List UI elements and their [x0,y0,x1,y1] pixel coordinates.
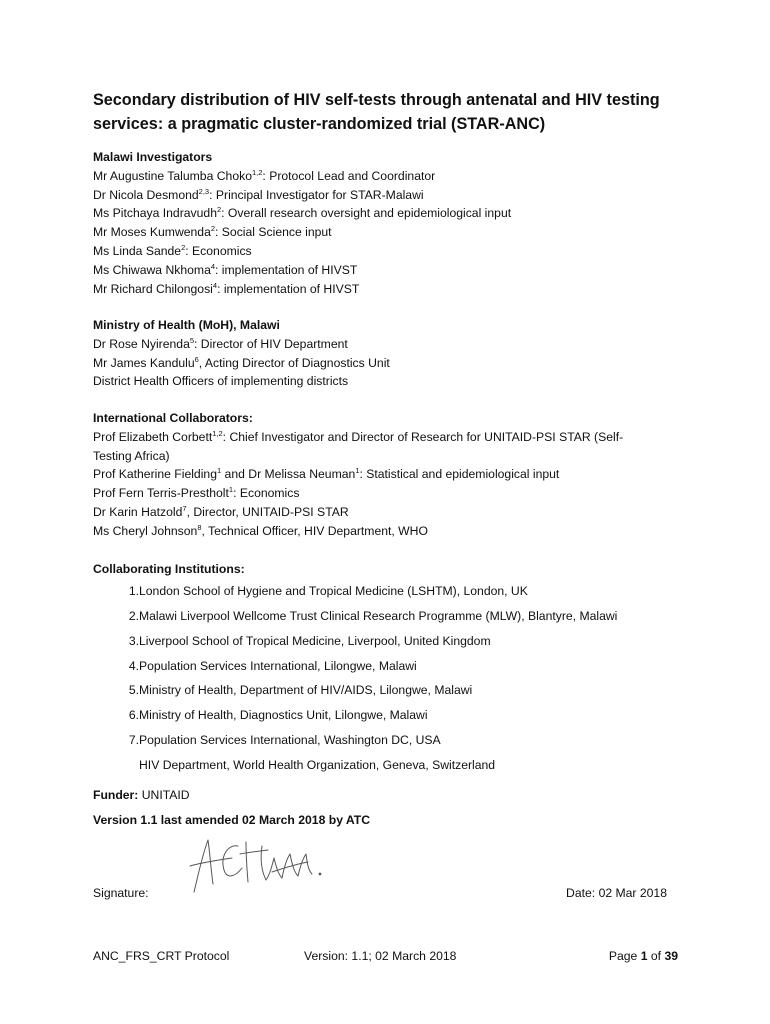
document-title: Secondary distribution of HIV self-tests through antenatal and HIV testing services: a pragmatic cluster-randomized trial (STAR-ANC) [93,91,660,133]
list-item: 5. Ministry of Health, Department of HIV/AIDS, Lilongwe, Malawi [128,683,473,697]
list-item: 2. Malawi Liverpool Wellcome Trust Clinical Research Programme (MLW), Blantyre, Malawi [128,609,618,623]
collaborator-line: Prof Fern Terris-Prestholt$^1$: Economics [93,485,300,501]
funder-line [93,788,190,802]
investigator-line: Mr Moses Kumwenda$^2$: Social Science input [93,224,332,240]
list-item: 1. London School of Hygiene and Tropical Medicine (LSHTM), London, UK [128,584,528,598]
collaborator-line: Ms Cheryl Johnson$^8$, Technical Officer, HIV Department, WHO [93,522,428,538]
moh-extra-line: District Health Officers of implementing districts [93,374,349,389]
list-item: HIV Department, World Health Organization, Geneva, Switzerland [139,758,496,772]
malawi-investigators-section [93,148,683,298]
investigator-line: Dr Nicola Desmond$^{2,3}$: Principal Investigator for STAR-Malawi [93,186,424,202]
moh-section [93,316,683,391]
investigator-line: Ms Chiwawa Nkhoma$^4$: implementation of HIVST [93,261,358,277]
moh-person-line: Dr Rose Nyirenda$^5$: Director of HIV Department [93,335,348,351]
investigator-line: Ms Pitchaya Indravudh$^2$: Overall research oversight and epidemiological input [93,205,512,221]
collaborator-line-continuation: Testing Africa) [93,448,170,463]
signature-date: Date: 02 Mar 2018 [566,886,667,900]
handwritten-signature [180,832,330,894]
version-line: Version 1.1 last amended 02 March 2018 by ATC [93,813,371,827]
international-collaborators-section [93,409,683,541]
funder-label: Funder: [93,788,139,802]
investigator-line: Mr Augustine Talumba Choko$^{1,2}$: Protocol Lead and Coordinator [93,167,436,183]
signature-label: Signature: [93,886,149,900]
list-item: 3. Liverpool School of Tropical Medicine, Liverpool, United Kingdom [128,634,491,648]
international-collaborators-heading: International Collaborators: [93,411,253,425]
collaborator-line: Prof Elizabeth Corbett$^{1,2}$: Chief Investigator and Director of Research for UNITAID-PSI STAR (Self- [93,428,624,444]
moh-heading: Ministry of Health (MoH), Malawi [93,318,280,332]
investigator-line: Mr Richard Chilongosi$^4$: implementation of HIVST [93,280,360,296]
funder-value: UNITAID [138,788,190,802]
list-item: 4. Population Services International, Lilongwe, Malawi [128,659,417,673]
list-item: 6. Ministry of Health, Diagnostics Unit, Lilongwe, Malawi [128,708,428,722]
collaborator-line: Dr Karin Hatzold$^7$, Director, UNITAID-PSI STAR [93,503,349,519]
moh-person-line: Mr James Kandulu$^6$, Acting Director of Diagnostics Unit [93,354,390,370]
footer-page-number: Page 1 of 39 [608,949,678,963]
footer-document-name: ANC_FRS_CRT Protocol [93,949,230,963]
collaborator-line: Prof Katherine Fielding$^1$ and Dr Melissa Neuman$^1$: Statistical and epidemiological input [93,466,560,482]
footer-version: Version: 1.1; 02 March 2018 [304,949,457,963]
list-item: 7. Population Services International, Washington DC, USA [128,733,441,747]
institutions-heading-block [93,560,683,579]
investigator-line: Ms Linda Sande$^2$: Economics [93,242,252,258]
malawi-investigators-heading: Malawi Investigators [93,150,213,164]
institutions-heading: Collaborating Institutions: [93,562,245,576]
